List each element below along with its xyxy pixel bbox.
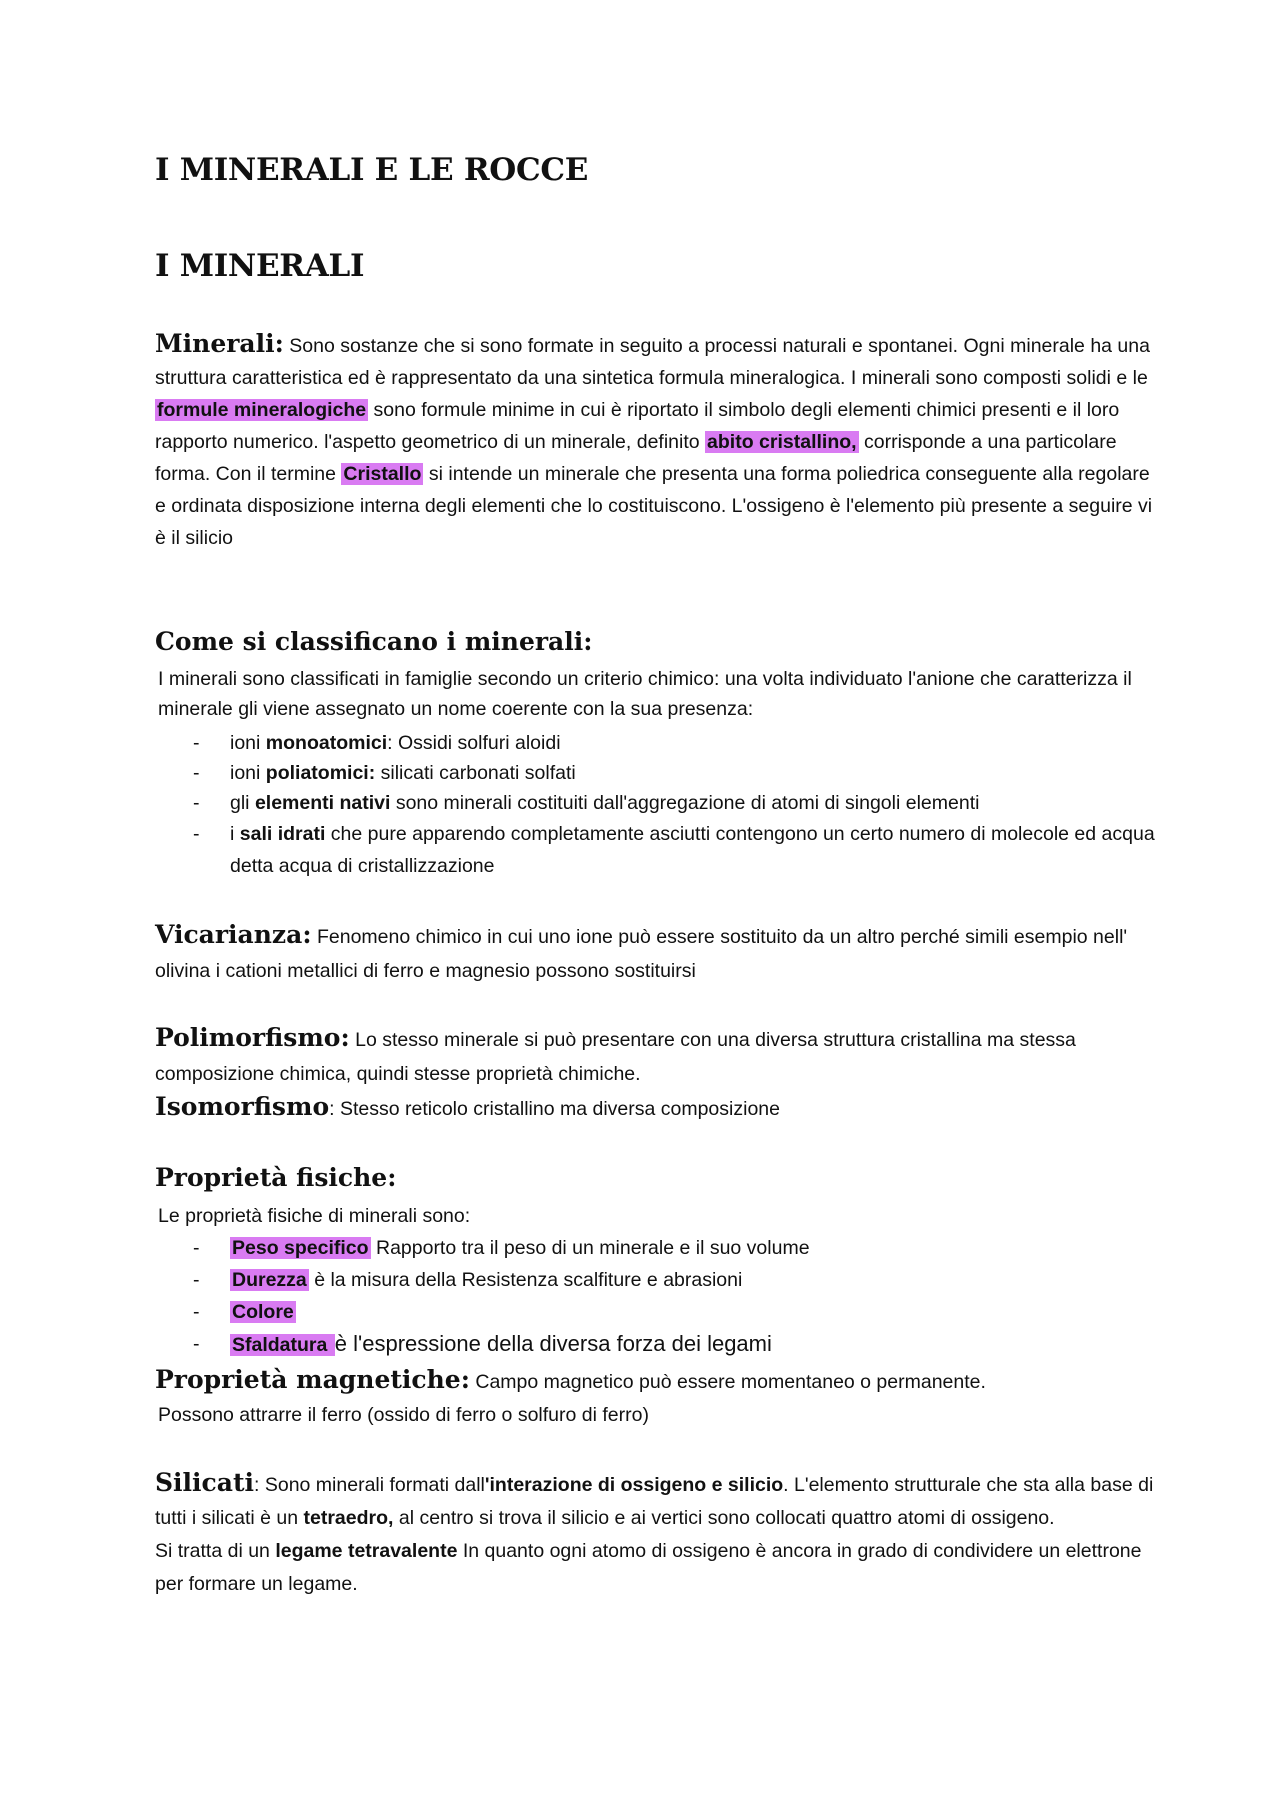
- text-span: al centro si trova il silicio e ai vertici sono collocati quattro atomi di ossigeno.: [393, 1507, 1055, 1529]
- text-span: : Ossidi solfuri aloidi: [387, 732, 561, 754]
- text-span: . L'elemento strutturale che sta alla base di tutti i silicati è un: [155, 1474, 1154, 1529]
- list-classificazione: [155, 728, 1155, 882]
- heading-classificazione: Come si classificano i minerali:: [155, 627, 593, 656]
- paragraph-silicati: [155, 1466, 1155, 1601]
- term-minerali: Minerali:: [155, 329, 284, 358]
- dash-bullet: -: [193, 1301, 200, 1323]
- dash-bullet: -: [193, 1333, 200, 1355]
- highlight-colore: Colore: [232, 1301, 294, 1323]
- dash-bullet: -: [193, 1269, 200, 1291]
- paragraph-classificazione: I minerali sono classificati in famiglie secondo un criterio chimico: una volta individuato l'anione che caratterizza il minerale gli viene assegnato un nome coerente con la sua presenza:: [158, 668, 1132, 720]
- text-span: è la misura della Resistenza scalfiture e abrasioni: [308, 1269, 743, 1291]
- list-item: [155, 818, 1155, 882]
- text-span: Sono sostanze che si sono formate in seguito a processi naturali e spontanei. Ogni minerale ha una struttura caratteristica ed è rappresentato da una sintetica formula mineralogica. I minerali sono composti solidi e le: [155, 335, 1150, 389]
- paragraph-magnetiche-line2: Possono attrarre il ferro (ossido di ferro o solfuro di ferro): [158, 1404, 649, 1426]
- highlight-formule-mineralogiche: formule mineralogiche: [157, 399, 367, 421]
- list-item: [155, 788, 1155, 818]
- bold-term: 'interazione di ossigeno e silicio: [484, 1474, 784, 1496]
- bold-term: poliatomici:: [265, 762, 376, 784]
- list-item: [155, 1264, 1155, 1296]
- text-span: che pure apparendo completamente asciutti contengono un certo numero di molecole ed acqua detta acqua di cristallizzazione: [230, 823, 1155, 877]
- dash-bullet: -: [193, 1237, 200, 1259]
- document-title: I MINERALI E LE ROCCE: [155, 152, 589, 188]
- paragraph-polimorfismo: [155, 1021, 1155, 1091]
- term-silicati: Silicati: [155, 1468, 255, 1497]
- list-item: [155, 1232, 1155, 1264]
- dash-bullet: -: [193, 732, 200, 754]
- term-vicarianza: Vicarianza:: [155, 920, 312, 949]
- dash-bullet: -: [193, 762, 200, 784]
- text-span: sono formule minime in cui è riportato il simbolo degli elementi chimici presenti e il loro rapporto numerico. l'aspetto geometrico di un minerale, definito: [155, 399, 1120, 453]
- text-span: Campo magnetico può essere momentaneo o permanente.: [469, 1371, 986, 1393]
- text-span: Fenomeno chimico in cui uno ione può essere sostituito da un altro perché simili esempio nell' olivina i cationi metallici di ferro e magnesio possono sostituirsi: [155, 926, 1128, 982]
- list-item: [155, 758, 1155, 788]
- text-span: corrisponde a una particolare forma. Con il termine: [155, 431, 1117, 485]
- text-span: : Sono minerali formati dall: [254, 1474, 485, 1496]
- list-item: [155, 1296, 1155, 1328]
- dash-bullet: -: [193, 823, 200, 845]
- term-proprieta-magnetiche: Proprietà magnetiche:: [155, 1365, 470, 1394]
- highlight-peso-specifico: Peso specifico: [232, 1237, 369, 1259]
- paragraph-minerali: [155, 328, 1155, 554]
- text-span: : Stesso reticolo cristallino ma diversa composizione: [329, 1098, 780, 1120]
- text-span: In quanto ogni atomo di ossigeno è ancora in grado di condividere un elettrone per formare un legame.: [155, 1540, 1142, 1595]
- dash-bullet: -: [193, 792, 200, 814]
- text-span: ioni: [230, 762, 266, 784]
- term-polimorfismo: Polimorfismo:: [155, 1023, 350, 1052]
- paragraph-vicarianza: [155, 918, 1155, 988]
- text-span: Rapporto tra il peso di un minerale e il suo volume: [370, 1237, 810, 1259]
- term-isomorfismo: Isomorfismo: [155, 1092, 330, 1121]
- bold-term: tetraedro,: [303, 1507, 394, 1529]
- text-span: Lo stesso minerale si può presentare con una diversa struttura cristallina ma stessa composizione chimica, quindi stesse proprietà chimiche.: [155, 1029, 1076, 1085]
- text-span: Si tratta di un: [155, 1540, 276, 1562]
- highlight-sfaldatura: Sfaldatura: [232, 1334, 333, 1356]
- text-span: si intende un minerale che presenta una forma poliedrica conseguente alla regolare e ordinata disposizione interna degli elementi che lo costituiscono. L'ossigeno è l'elemento più presente a seguire vi è il silicio: [155, 463, 1153, 549]
- text-span: gli: [230, 792, 255, 814]
- paragraph-proprieta-fisiche: Le proprietà fisiche di minerali sono:: [158, 1205, 471, 1227]
- text-span: ioni: [230, 732, 266, 754]
- list-item: [155, 728, 1155, 758]
- bold-term: legame tetravalente: [275, 1540, 458, 1562]
- text-span: è l'espressione della diversa forza dei legami: [334, 1331, 772, 1356]
- text-span: i: [230, 823, 240, 845]
- list-proprieta-fisiche: [155, 1232, 1155, 1361]
- paragraph-isomorfismo: [155, 1090, 1155, 1126]
- text-span: sono minerali costituiti dall'aggregazione di atomi di singoli elementi: [390, 792, 980, 814]
- bold-term: monoatomici: [265, 732, 388, 754]
- list-item: [155, 1328, 1155, 1361]
- highlight-durezza: Durezza: [232, 1269, 307, 1291]
- heading-proprieta-fisiche: Proprietà fisiche:: [155, 1163, 397, 1192]
- highlight-abito-cristallino: abito cristallino,: [707, 431, 857, 453]
- text-span: silicati carbonati solfati: [375, 762, 576, 784]
- paragraph-proprieta-magnetiche: [155, 1363, 1155, 1399]
- bold-term: elementi nativi: [254, 792, 391, 814]
- highlight-cristallo: Cristallo: [343, 463, 422, 485]
- section-heading-minerali: I MINERALI: [155, 248, 365, 284]
- bold-term: sali idrati: [239, 823, 326, 845]
